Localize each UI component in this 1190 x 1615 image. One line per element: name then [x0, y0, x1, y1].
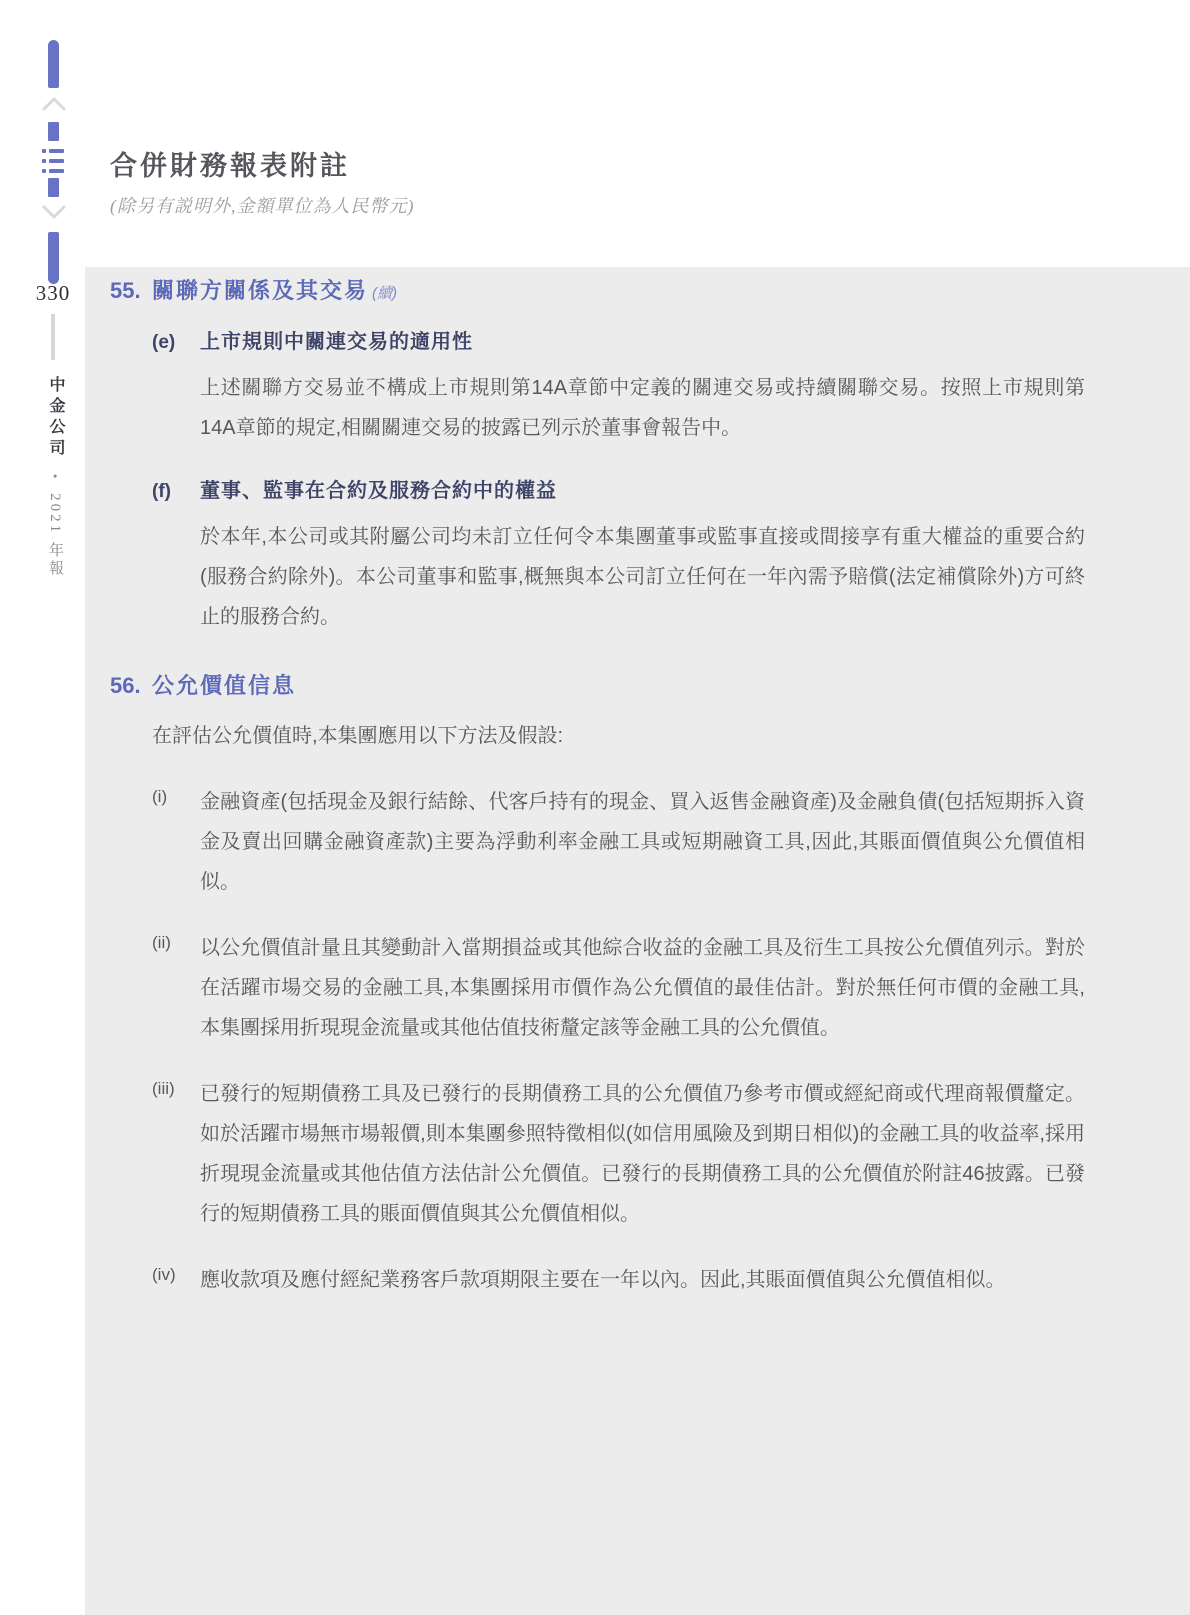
chevron-up-icon	[42, 96, 66, 112]
section-55-number: 55.	[110, 278, 141, 303]
table-of-contents-icon	[42, 149, 66, 173]
page-number-divider	[51, 314, 55, 360]
toc-row	[42, 149, 66, 153]
item-iv-label: (iv)	[152, 1265, 176, 1284]
fair-value-item-i	[110, 782, 1085, 902]
subsection-e-label: (e)	[152, 332, 176, 353]
item-i-label: (i)	[152, 787, 168, 806]
toc-row	[42, 169, 66, 173]
section-56-heading	[110, 669, 1085, 700]
item-iv-text: 應收款項及應付經紀業務客戶款項期限主要在一年以內。因此,其賬面價值與公允價值相似。	[200, 1269, 1006, 1291]
document-subtitle: (除另有説明外,金額單位為人民幣元)	[110, 196, 415, 216]
vertical-book-title	[44, 376, 67, 578]
item-iii-text: 已發行的短期債務工具及已發行的長期債務工具的公允價值乃參考市價或經紀商或代理商報價釐定。如於活躍市場無市場報價,則本集團參照特徵相似(如信用風險及到期日相似)的金融工具的收益率,採用折現現金流量或其他估值方法估計公允價值。已發行的長期債務工具的公允價值於附註46披露。已發行的短期債務工具的賬面價值與其公允價值相似。	[200, 1083, 1085, 1225]
document-title: 合併財務報表附註	[110, 151, 350, 181]
item-iii-label: (iii)	[152, 1079, 175, 1098]
section-56-title: 公允價值信息	[152, 673, 297, 698]
rail-bottom-bar	[48, 232, 59, 284]
side-rail	[0, 0, 85, 1615]
report-year: 2021 年報	[47, 493, 63, 578]
item-ii-label: (ii)	[152, 933, 171, 952]
chevron-down-icon	[42, 204, 66, 220]
company-name: 中金公司	[47, 376, 64, 460]
subsection-e-heading	[110, 325, 1085, 354]
section-56-number: 56.	[110, 673, 141, 698]
fair-value-item-ii	[110, 928, 1085, 1048]
separator-dot: •	[48, 474, 62, 479]
subsection-f-paragraph: 於本年,本公司或其附屬公司均未訂立任何令本集團董事或監事直接或間接享有重大權益的重要合約(服務合約除外)。本公司董事和監事,概無與本公司訂立任何在一年內需予賠償(法定補償除外)方可終止的服務合約。	[200, 526, 1085, 628]
subsection-f-heading	[110, 474, 1085, 503]
subsection-e-title: 上市規則中關連交易的適用性	[200, 331, 473, 353]
section-55-continued-marker: (續)	[372, 285, 398, 302]
subsection-f-title: 董事、監事在合約及服務合約中的權益	[200, 480, 557, 502]
section-55-heading	[110, 274, 1085, 305]
section-56-intro: 在評估公允價值時,本集團應用以下方法及假設:	[152, 725, 564, 747]
subsection-e-paragraph: 上述關聯方交易並不構成上市規則第14A章節中定義的關連交易或持續關聯交易。按照上市規則第14A章節的規定,相關關連交易的披露已列示於董事會報告中。	[200, 377, 1085, 439]
rail-top-bar	[48, 40, 59, 88]
item-ii-text: 以公允價值計量且其變動計入當期損益或其他綜合收益的金融工具及衍生工具按公允價值列示。對於在活躍市場交易的金融工具,本集團採用市價作為公允價值的最佳估計。對於無任何市價的金融工具,本集團採用折現現金流量或其他估值技術釐定該等金融工具的公允價值。	[200, 937, 1085, 1039]
page-number: 330	[35, 281, 71, 305]
subsection-f-label: (f)	[152, 481, 171, 502]
rail-section-bar	[48, 122, 59, 141]
item-i-text: 金融資產(包括現金及銀行結餘、代客戶持有的現金、買入返售金融資產)及金融負債(包括短期拆入資金及賣出回購金融資產款)主要為浮動利率金融工具或短期融資工具,因此,其賬面價值與公允價值相似。	[200, 791, 1085, 893]
rail-section-bar	[48, 178, 59, 197]
notes-content	[110, 270, 1085, 1300]
toc-row	[42, 159, 66, 163]
fair-value-item-iii	[110, 1074, 1085, 1234]
document-header	[110, 144, 415, 218]
section-55-title: 關聯方關係及其交易	[152, 278, 369, 303]
fair-value-item-iv	[110, 1260, 1085, 1300]
